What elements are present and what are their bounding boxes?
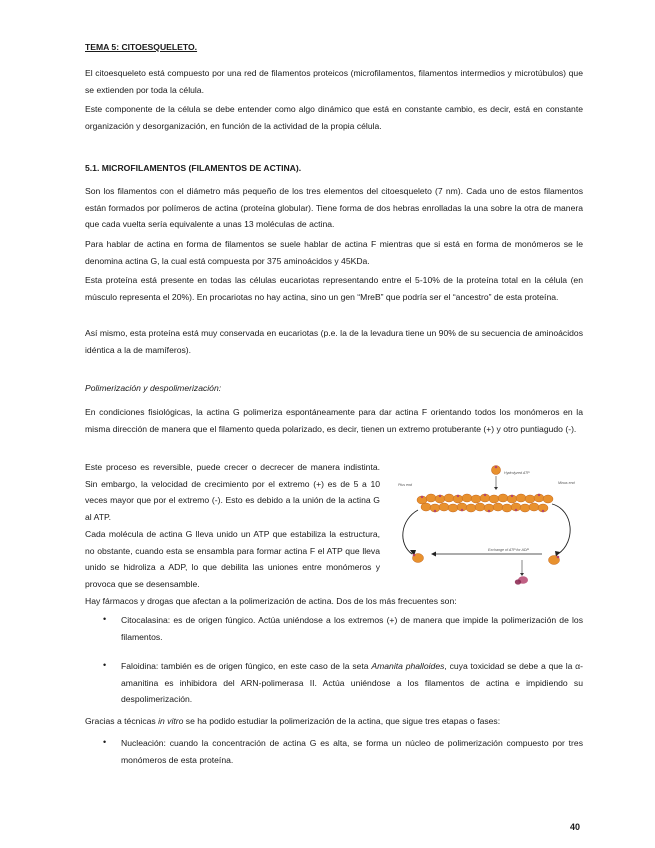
- label-hydrolyzed-atp: Hydrolyzed ATP: [504, 471, 530, 475]
- polymer-paragraph-2: Este proceso es reversible, puede crecer o decrecer de manera indistinta. Sin embargo, la velocidad de crecimiento por el extremo (+) es de 5 a 10 veces mayor que por el extremo (-). Esto es debido a la unión de la actina G al ATP.: [85, 462, 380, 522]
- section-paragraph-2: Para hablar de actina en forma de filamentos se suele hablar de actina F mientras que si está en forma de monómeros se le denomina actina G, la cual está compuesta por 375 aminoácidos y 45KDa.: [85, 239, 583, 266]
- adp-actin-monomer-icon: [549, 556, 560, 565]
- actin-polymerization-figure: [392, 462, 584, 588]
- subheading: Polimerización y despolimerización:: [85, 383, 222, 393]
- arc-arrow-right-icon: [552, 504, 570, 554]
- section-paragraph-4: Así mismo, esta proteína está muy conservada en eucariotas (p.e. la de la levadura tiene un 90% de su secuencia de aminoácidos idéntica a la de mamíferos).: [85, 328, 583, 355]
- bullet-dot: •: [103, 660, 107, 670]
- bullet-dot: •: [103, 737, 107, 747]
- actin-filament: [417, 494, 553, 512]
- intro-paragraph-2: Este componente de la célula se debe entender como algo dinámico que está en constante cambio, es decir, está en constante organización y desorganización, en función de la actividad de la propia célula.: [85, 104, 583, 131]
- bullet-nucleacion: Nucleación: cuando la concentración de actina G es alta, se forma un núcleo de polimerización compuesto por tres monómeros de esta proteína.: [121, 738, 583, 765]
- polymer-paragraph-5: Gracias a técnicas in vitro se ha podido estudiar la polimerización de la actina, que sigue tres etapas o fases:: [85, 716, 501, 726]
- page-number: 40: [570, 822, 581, 832]
- section-paragraph-3: Esta proteína está presente en todas las células eucariotas representando entre el 5-10% de la proteína total en la célula (en músculo representa el 20%). En procariotas no hay actina, sino un gen “MreB” que podría ser el “ancestro” de esta proteína.: [85, 275, 583, 302]
- intro-paragraph-1: El citoesqueleto está compuesto por una red de filamentos proteicos (microfilamentos, filamentos intermedios y microtúbulos) que se extienden por toda la célula.: [85, 68, 583, 95]
- page-title: TEMA 5: CITOESQUELETO.: [85, 42, 198, 52]
- label-exchange: Exchange of ATP for ADP: [488, 548, 529, 552]
- section-heading: 5.1. MICROFILAMENTOS (FILAMENTOS DE ACTINA).: [85, 163, 302, 173]
- arc-arrow-left-icon: [403, 510, 418, 554]
- bullet-faloidina: Faloidina: también es de origen fúngico, en este caso de la seta Amanita phalloides, cuya toxicidad se debe a que la α-amanitina es inhibidora del ARN-polimerasa II. Actúa uniéndose a los filamentos de actina e impidiendo su despolimerización.: [121, 661, 584, 704]
- label-plus-end: Plus end: [398, 483, 412, 487]
- section-paragraph-1: Son los filamentos con el diámetro más pequeño de los tres elementos del citoesqueleto (7 nm). Cada uno de estos filamentos están formados por polímeros de actina (proteína globular). Tiene forma de dos hebras enrolladas la una sobre la otra de manera que cada vuelta sería equivalente a unas 13 moléculas de actina.: [85, 186, 583, 229]
- label-minus-end: Minus end: [558, 481, 575, 485]
- polymer-paragraph-4: Hay fármacos y drogas que afectan a la polimerización de actina. Dos de los más frecuentes son:: [85, 596, 457, 606]
- bullet-dot: •: [103, 614, 107, 624]
- bullet-citocalasina: Citocalasina: es de origen fúngico. Actúa uniéndose a los extremos (+) de manera que impide la polimerización de los filamentos.: [121, 615, 583, 642]
- atp-actin-monomer-left-icon: [413, 554, 424, 563]
- polymer-paragraph-1: En condiciones fisiológicas, la actina G polimeriza espontáneamente para dar actina F orientando todos los monómeros en la misma dirección de manera que el filamento queda polarizado, es decir, tienen un extremo protuberante (+) y otro puntiagudo (-).: [85, 407, 583, 434]
- polymer-paragraph-3: Cada molécula de actina G lleva unido un ATP que estabiliza la estructura, no obstante, cuando esta se ensambla para formar actina F el ATP que lleva unido se hidroliza a ADP, lo que debilita las uniones entre monómeros y provoca que se desensamble.: [85, 529, 380, 589]
